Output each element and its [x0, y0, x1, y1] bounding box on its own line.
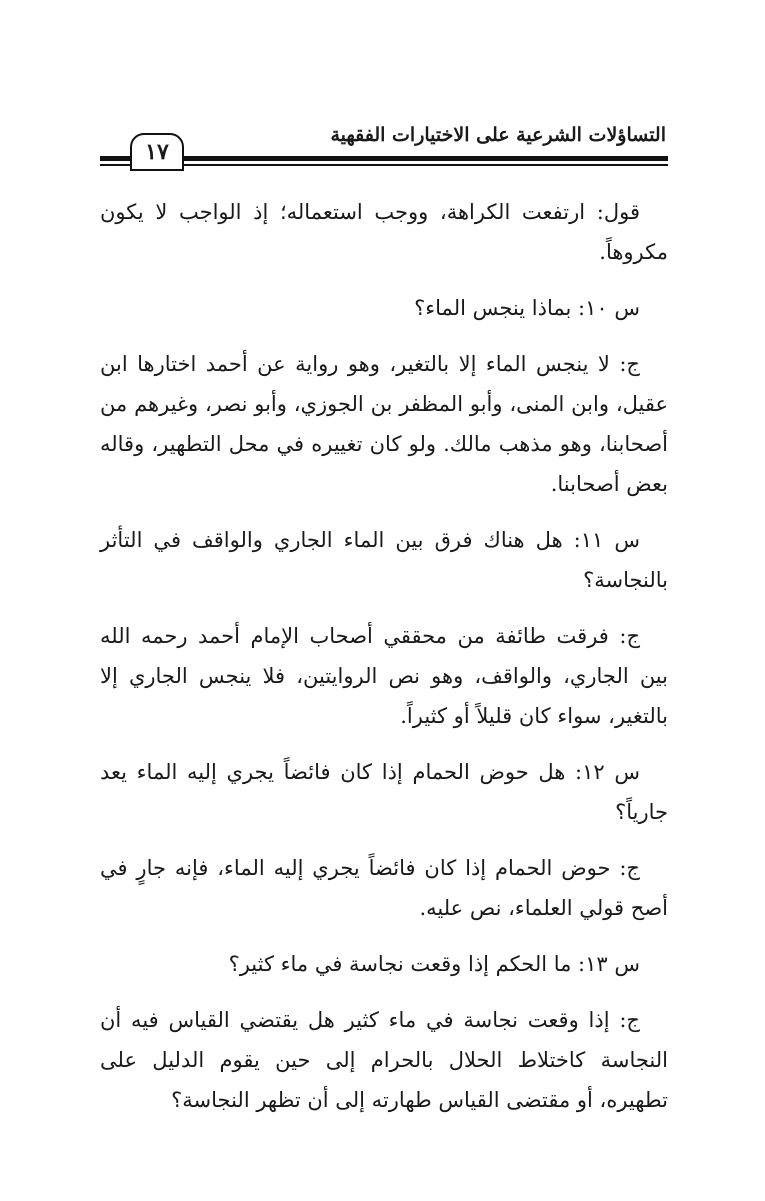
- page-body: [100, 192, 668, 1136]
- header-rule-thick: [100, 156, 668, 161]
- running-title: التساؤلات الشرعية على الاختيارات الفقهية: [330, 124, 666, 146]
- question-12: س ١٢: هل حوض الحمام إذا كان فائضاً يجري إليه الماء يعد جارياً؟: [100, 760, 668, 824]
- answer-10: ج: لا ينجس الماء إلا بالتغير، وهو رواية عن أحمد اختارها ابن عقيل، وابن المنى، وأبو المظفر بن الجوزي، وأبو نصر، وغيرهم من أصحابنا، وهو مذهب مالك. ولو كان تغييره في محل التطهير، وقاله بعض أصحابنا.: [100, 352, 668, 496]
- paragraph-continuation: قول: ارتفعت الكراهة، ووجب استعماله؛ إذ الواجب لا يكون مكروهاً.: [100, 200, 668, 264]
- page-header: [100, 118, 668, 178]
- answer-11: ج: فرقت طائفة من محققي أصحاب الإمام أحمد رحمه الله بين الجاري، والواقف، وهو نص الروايتين، فلا ينجس الجاري إلا بالتغير، سواء كان قليلاً أو كثيراً.: [100, 624, 668, 728]
- answer-13: ج: إذا وقعت نجاسة في ماء كثير هل يقتضي القياس فيه أن النجاسة كاختلاط الحلال بالحرام إلى حين يقوم الدليل على تطهيره، أو مقتضى القياس طهارته إلى أن تظهر النجاسة؟: [100, 1008, 668, 1112]
- answer-12: ج: حوض الحمام إذا كان فائضاً يجري إليه الماء، فإنه جارٍ في أصح قولي العلماء، نص عليه.: [100, 856, 668, 920]
- question-11: س ١١: هل هناك فرق بين الماء الجاري والواقف في التأثر بالنجاسة؟: [100, 528, 668, 592]
- page-number: ١٧: [130, 133, 184, 171]
- question-10: س ١٠: بماذا ينجس الماء؟: [414, 296, 640, 320]
- header-rule-thin: [100, 164, 668, 166]
- question-13: س ١٣: ما الحكم إذا وقعت نجاسة في ماء كثير؟: [228, 952, 640, 976]
